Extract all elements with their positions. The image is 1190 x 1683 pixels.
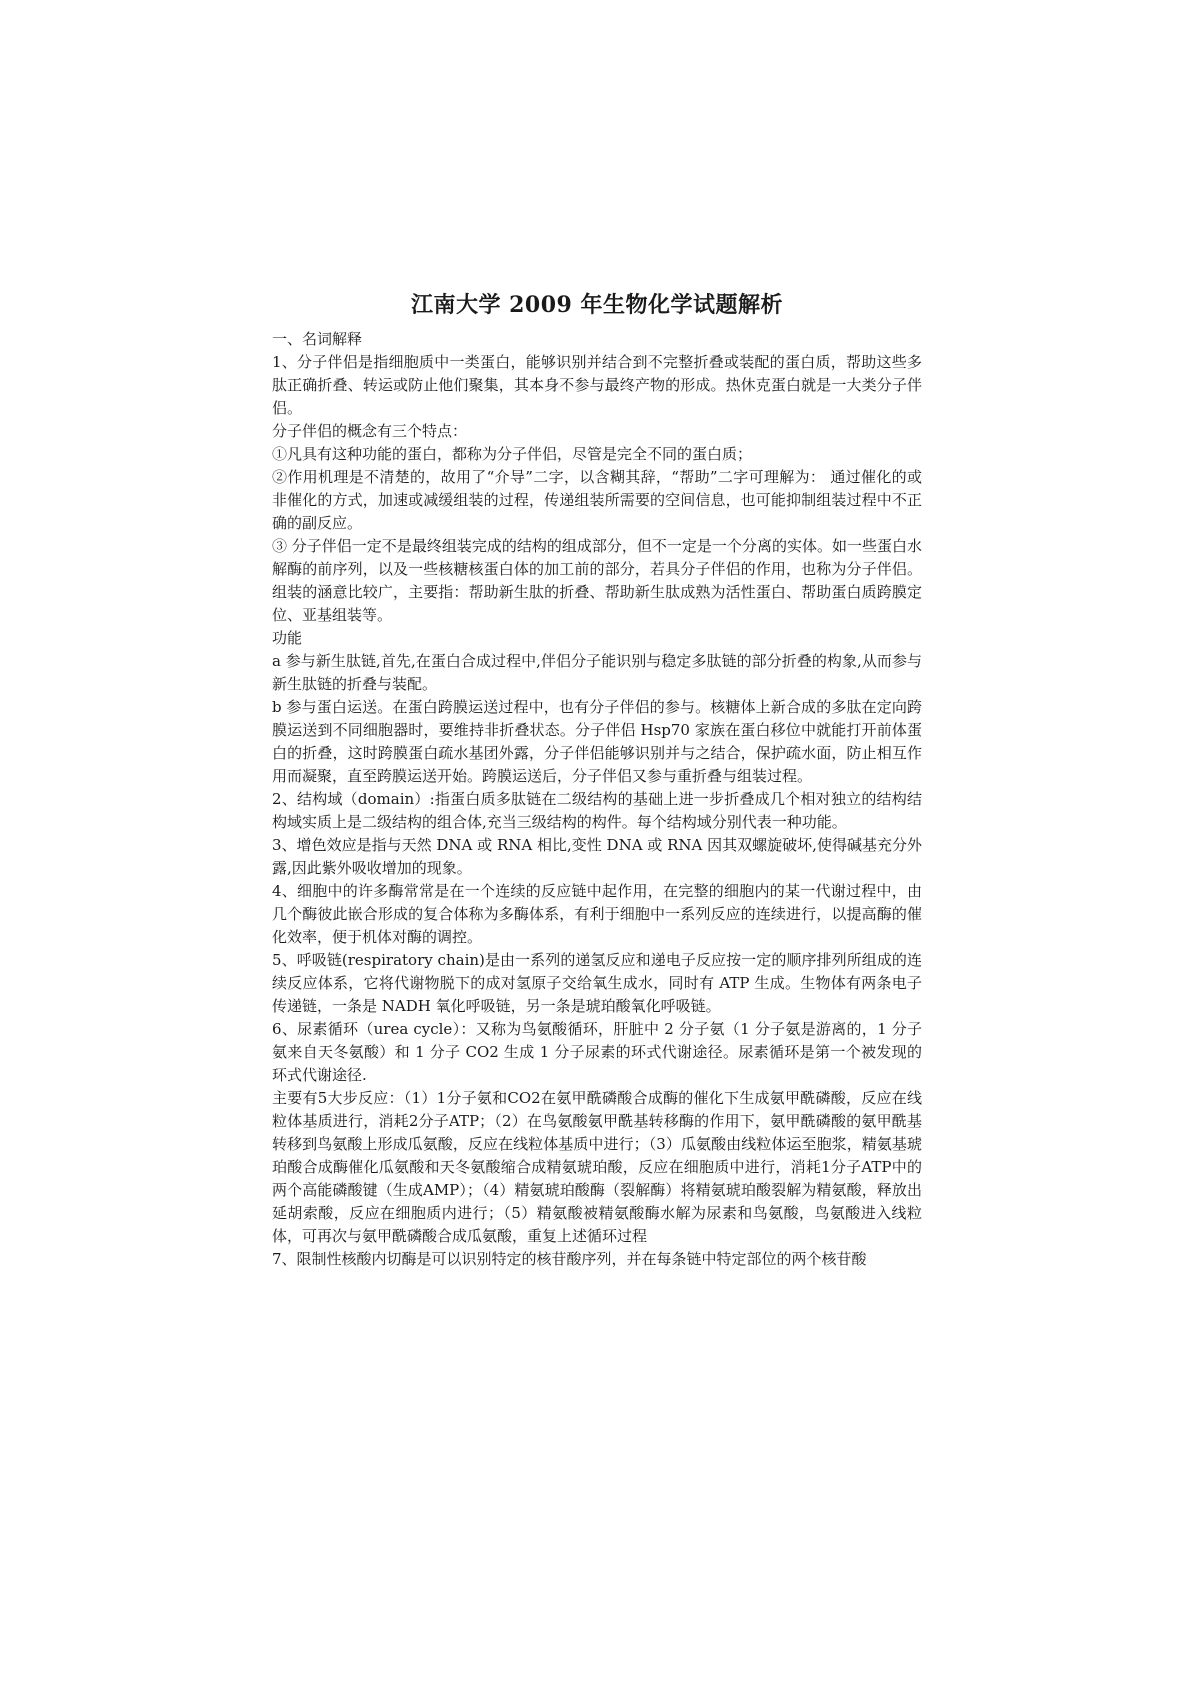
document-page — [272, 290, 922, 1271]
paragraph: 2、结构域（domain）:指蛋白质多肽链在二级结构的基础上进一步折叠成几个相对独立的结构结构域实质上是二级结构的组合体,充当三级结构的构件。每个结构域分别代表一种功能。 — [272, 790, 922, 831]
paragraph: 3、增色效应是指与天然 DNA 或 RNA 相比,变性 DNA 或 RNA 因其双螺旋破坏,使得碱基充分外露,因此紫外吸收增加的现象。 — [272, 836, 922, 877]
paragraph: ②作用机理是不清楚的，故用了“介导”二字，以含糊其辞，“帮助”二字可理解为： 通过催化的或非催化的方式，加速或减缓组装的过程，传递组装所需要的空间信息，也可能抑制组装过程中不正确的副反应。 — [272, 468, 922, 532]
section-heading: 一、名词解释 — [272, 330, 363, 348]
paragraph: 5、呼吸链(respiratory chain)是由一系列的递氢反应和递电子反应按一定的顺序排列所组成的连续反应体系，它将代谢物脱下的成对氢原子交给氧生成水，同时有 ATP 生成。生物体有两条电子传递链，一条是 NADH 氧化呼吸链，另一条是琥珀酸氧化呼吸链。 — [272, 951, 922, 1015]
paragraph: 7、限制性核酸内切酶是可以识别特定的核苷酸序列，并在每条链中特定部位的两个核苷酸 — [272, 1250, 867, 1268]
paragraph: 6、尿素循环（urea cycle）：又称为鸟氨酸循环，肝脏中 2 分子氨（1 分子氨是游离的，1 分子氨来自天冬氨酸）和 1 分子 CO2 生成 1 分子尿素的环式代谢途径。尿素循环是第一个被发现的环式代谢途径. — [272, 1020, 922, 1084]
paragraph: b 参与蛋白运送。在蛋白跨膜运送过程中，也有分子伴侣的参与。核糖体上新合成的多肽在定向跨膜运送到不同细胞器时，要维持非折叠状态。分子伴侣 Hsp70 家族在蛋白移位中就能打开前体蛋白的折叠，这时跨膜蛋白疏水基团外露，分子伴侣能够识别并与之结合，保护疏水面，防止相互作用而凝聚，直至跨膜运送开始。跨膜运送后，分子伴侣又参与重折叠与组装过程。 — [272, 698, 922, 785]
document-title: 江南大学 2009 年生物化学试题解析 — [410, 292, 784, 318]
paragraph: 主要有5大步反应：（1）1分子氨和CO2在氨甲酰磷酸合成酶的催化下生成氨甲酰磷酸，反应在线粒体基质进行，消耗2分子ATP；（2）在鸟氨酸氨甲酰基转移酶的作用下，氨甲酰磷酸的氨甲酰基转移到鸟氨酸上形成瓜氨酸，反应在线粒体基质中进行；（3）瓜氨酸由线粒体运至胞浆，精氨基琥珀酸合成酶催化瓜氨酸和天冬氨酸缩合成精氨琥珀酸，反应在细胞质中进行，消耗1分子ATP中的两个高能磷酸键（生成AMP）；（4）精氨琥珀酸酶（裂解酶）将精氨琥珀酸裂解为精氨酸，释放出延胡索酸，反应在细胞质内进行；（5）精氨酸被精氨酸酶水解为尿素和鸟氨酸，鸟氨酸进入线粒体，可再次与氨甲酰磷酸合成瓜氨酸，重复上述循环过程 — [272, 1089, 922, 1245]
paragraph: 1、分子伴侣是指细胞质中一类蛋白，能够识别并结合到不完整折叠或装配的蛋白质，帮助这些多肽正确折叠、转运或防止他们聚集，其本身不参与最终产物的形成。热休克蛋白就是一大类分子伴侣。 — [272, 353, 922, 417]
paragraph: 4、细胞中的许多酶常常是在一个连续的反应链中起作用，在完整的细胞内的某一代谢过程中，由几个酶彼此嵌合形成的复合体称为多酶体系，有利于细胞中一系列反应的连续进行，以提高酶的催化效率，便于机体对酶的调控。 — [272, 882, 922, 946]
paragraph: ①凡具有这种功能的蛋白，都称为分子伴侣，尽管是完全不同的蛋白质； — [272, 445, 753, 463]
paragraph: a 参与新生肽链,首先,在蛋白合成过程中,伴侣分子能识别与稳定多肽链的部分折叠的构象,从而参与新生肽链的折叠与装配。 — [272, 652, 922, 693]
paragraph: 功能 — [272, 629, 303, 647]
paragraph: 分子伴侣的概念有三个特点： — [272, 422, 468, 440]
paragraph: ③ 分子伴侣一定不是最终组装完成的结构的组成部分，但不一定是一个分离的实体。如一些蛋白水解酶的前序列，以及一些核糖核蛋白体的加工前的部分，若具分子伴侣的作用，也称为分子伴侣。组装的涵意比较广，主要指：帮助新生肽的折叠、帮助新生肽成熟为活性蛋白、帮助蛋白质跨膜定位、亚基组装等。 — [272, 537, 922, 624]
document-body — [272, 328, 922, 1271]
